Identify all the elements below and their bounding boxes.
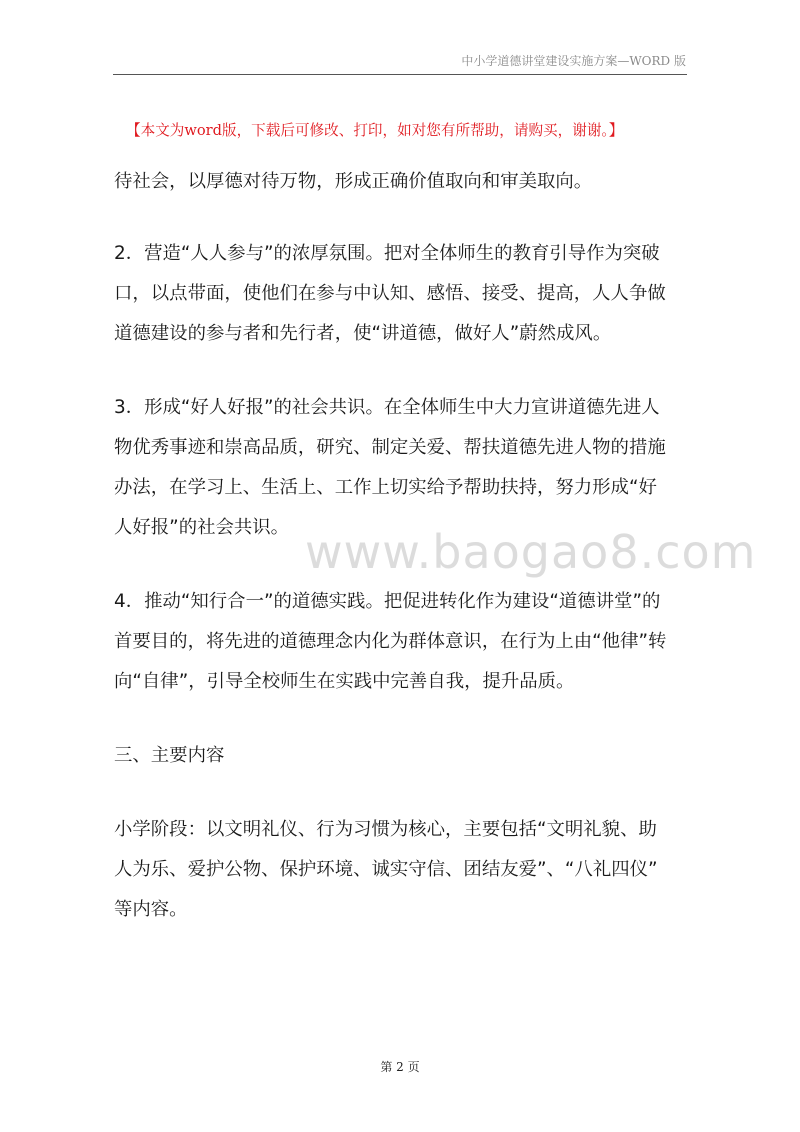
page-number: 第 2 页 [380,1060,420,1074]
section-heading: 三、主要内容 [114,745,225,766]
paragraph-item-4: 4．推动“知行合一”的道德实践。把促进转化作为建设“道德讲堂”的 首要目的，将先进的道德理念内化为群体意识，在行为上由“他律”转 向“自律”，引导全校师生在实践中完善自我，提升品质。 [114,591,667,692]
download-notice: 【本文为word版，下载后可修改、打印，如对您有所帮助，请购买，谢谢。】 [126,122,624,139]
paragraph-item-2: 2．营造“人人参与”的浓厚氛围。把对全体师生的教育引导作为突破 口，以点带面，使他们在参与中认知、感悟、接受、提高，人人争做 道德建设的参与者和先行者，使“讲道德，做好人”蔚然成风。 [114,243,666,344]
paragraph-item-3: 3．形成“好人好报”的社会共识。在全体师生中大力宣讲道德先进人 物优秀事迹和崇高品质，研究、制定关爱、帮扶道德先进人物的措施 办法，在学习上、生活上、工作上切实给予帮助扶持，努力形成“好 人好报”的社会共识。 [114,397,666,538]
watermark: www.baogao8.com [305,525,757,579]
paragraph-continuation: 待社会，以厚德对待万物，形成正确价值取向和审美取向。 [114,171,593,192]
paragraph-primary-stage: 小学阶段：以文明礼仪、行为习惯为核心，主要包括“文明礼貌、助 人为乐、爱护公物、保护环境、诚实守信、团结友爱”、“八礼四仪” 等内容。 [114,819,658,920]
header-divider [113,74,687,75]
header-title: 中小学道德讲堂建设实施方案—WORD 版 [461,54,686,68]
